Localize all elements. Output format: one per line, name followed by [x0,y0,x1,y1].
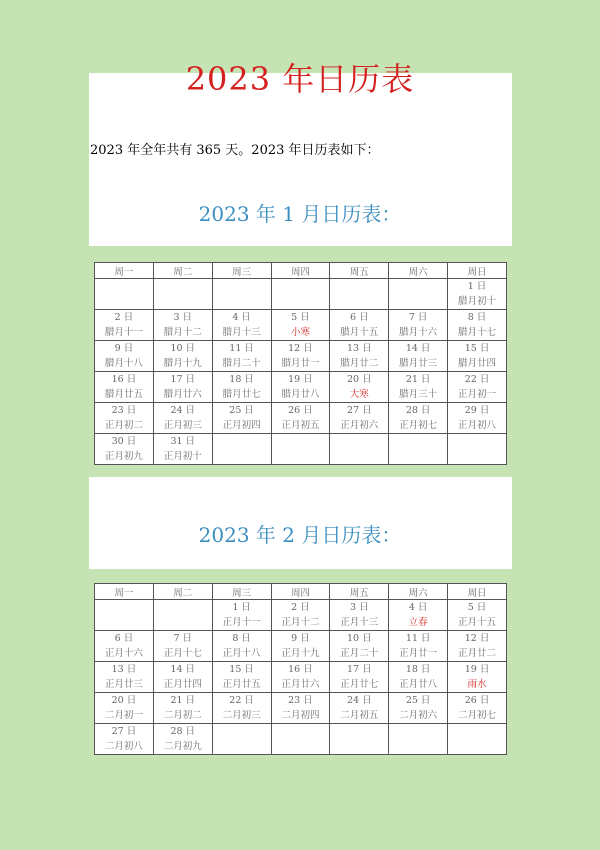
day-cell [153,341,212,372]
day-number: 1 日 [467,281,487,292]
empty-day-cell [95,600,154,631]
weekday-header: 周一 [95,263,154,279]
day-cell [153,631,212,662]
lunar-date: 正月十七 [163,648,202,659]
day-number: 6 日 [350,312,369,323]
lunar-date: 正月廿四 [163,679,202,690]
lunar-date: 二月初七 [458,710,497,721]
lunar-date: 正月十六 [104,648,143,659]
day-number: 27 日 [111,726,137,737]
day-cell [389,600,448,631]
weekday-header: 周四 [271,584,330,600]
week-row [95,724,507,755]
weekday-header: 周三 [212,584,271,600]
lunar-date: 正月初六 [340,420,379,431]
day-cell [212,403,271,434]
solar-term-label: 小寒 [290,327,310,338]
calendar-table-february [94,583,507,755]
empty-day-cell [212,279,271,310]
day-cell [271,693,330,724]
lunar-date: 腊月廿二 [340,358,379,369]
week-row [95,403,507,434]
lunar-date: 二月初六 [399,710,438,721]
empty-day-cell [212,724,271,755]
day-number: 30 日 [111,436,137,447]
weekday-header: 周六 [389,263,448,279]
day-number: 22 日 [229,695,254,706]
day-cell [212,693,271,724]
day-cell [389,693,448,724]
day-cell [153,372,212,403]
day-cell [212,372,271,403]
day-cell [389,310,448,341]
lunar-date: 腊月十五 [340,327,379,338]
lunar-date: 腊月三十 [399,389,438,400]
weekday-header: 周一 [95,584,154,600]
lunar-date: 腊月廿五 [104,389,143,400]
day-number: 17 日 [170,374,196,385]
lunar-date: 正月初四 [222,420,261,431]
day-number: 28 日 [170,726,196,737]
lunar-date: 腊月二十 [222,358,261,369]
calendar-table-january [94,262,507,465]
weekday-header: 周日 [448,584,507,600]
lunar-date: 腊月廿七 [222,389,261,400]
day-number: 12 日 [288,343,313,354]
weekday-header: 周日 [448,263,507,279]
lunar-date: 正月廿二 [458,648,497,659]
day-cell [330,341,389,372]
lunar-date: 正月十三 [340,617,379,628]
day-cell [212,600,271,631]
empty-day-cell [389,434,448,465]
day-number: 7 日 [173,633,193,644]
lunar-date: 二月初四 [281,710,320,721]
day-cell [330,403,389,434]
day-cell [95,310,154,341]
day-cell [448,631,507,662]
day-number: 28 日 [405,405,431,416]
day-number: 13 日 [346,343,372,354]
page-title: 2023 年日历表 [185,60,415,98]
lunar-date: 正月初一 [458,389,497,400]
empty-day-cell [271,279,330,310]
day-number: 17 日 [346,664,372,675]
solar-term-label: 大寒 [349,389,369,400]
lunar-date: 正月廿一 [399,648,438,659]
day-number: 6 日 [114,633,134,644]
empty-day-cell [153,279,212,310]
day-cell [389,662,448,693]
empty-day-cell [448,724,507,755]
day-cell [330,631,389,662]
empty-day-cell [271,724,330,755]
day-number: 2 日 [114,312,134,323]
day-number: 3 日 [350,602,369,613]
day-number: 22 日 [464,374,490,385]
lunar-date: 腊月十一 [104,327,143,338]
weekday-header-row [95,584,507,600]
day-cell [153,434,212,465]
day-number: 19 日 [464,664,490,675]
weekday-header: 周六 [389,584,448,600]
day-cell [448,693,507,724]
day-cell [153,724,212,755]
week-row [95,693,507,724]
day-cell [95,631,154,662]
empty-day-cell [330,434,389,465]
day-number: 26 日 [288,405,313,416]
day-cell [389,631,448,662]
lunar-date: 正月十五 [458,617,497,628]
day-number: 11 日 [405,633,431,644]
day-cell [212,310,271,341]
week-row [95,372,507,403]
lunar-date: 腊月廿四 [458,358,497,369]
weekday-header-row [95,263,507,279]
empty-day-cell [389,279,448,310]
day-cell [95,724,154,755]
day-cell [153,662,212,693]
day-number: 9 日 [114,343,134,354]
weekday-header: 周四 [271,263,330,279]
day-number: 23 日 [111,405,137,416]
weekday-header: 周五 [330,263,389,279]
lunar-date: 正月初十 [163,451,202,462]
day-cell [271,403,330,434]
empty-day-cell [212,434,271,465]
empty-day-cell [448,434,507,465]
day-number: 10 日 [170,343,196,354]
day-number: 4 日 [408,602,428,613]
day-number: 14 日 [405,343,431,354]
day-cell [95,403,154,434]
lunar-date: 腊月十二 [163,327,202,338]
day-cell [271,600,330,631]
month-heading-january: 2023 年 1 月日历表： [198,202,402,226]
lunar-date: 二月初九 [163,741,202,752]
day-number: 29 日 [464,405,490,416]
lunar-date: 正月廿五 [222,679,261,690]
day-number: 8 日 [232,633,251,644]
day-number: 31 日 [170,436,196,447]
empty-day-cell [153,600,212,631]
day-number: 2 日 [291,602,310,613]
week-row [95,662,507,693]
lunar-date: 正月初九 [104,451,143,462]
weekday-header: 周二 [153,584,212,600]
day-cell [448,310,507,341]
lunar-date: 正月十八 [222,648,261,659]
day-cell [271,372,330,403]
day-cell [95,434,154,465]
day-number: 7 日 [408,312,428,323]
lunar-date: 正月初二 [104,420,143,431]
lunar-date: 正月十一 [222,617,261,628]
day-cell [448,600,507,631]
day-number: 5 日 [467,602,487,613]
day-number: 24 日 [346,695,372,706]
weekday-header: 周二 [153,263,212,279]
day-number: 21 日 [170,695,196,706]
day-number: 15 日 [229,664,254,675]
day-number: 18 日 [405,664,431,675]
lunar-date: 二月初一 [104,710,143,721]
week-row [95,600,507,631]
day-cell [330,600,389,631]
day-cell [389,341,448,372]
day-number: 12 日 [464,633,490,644]
lunar-date: 二月初五 [340,710,379,721]
week-row [95,310,507,341]
week-row [95,279,507,310]
lunar-date: 正月初八 [458,420,497,431]
day-cell [389,403,448,434]
day-cell [212,631,271,662]
intro-text: 2023 年全年共有 365 天。2023 年日历表如下： [90,143,380,158]
empty-day-cell [330,279,389,310]
week-row [95,341,507,372]
day-cell [448,662,507,693]
lunar-date: 腊月初十 [458,296,497,307]
day-cell [153,310,212,341]
day-number: 1 日 [232,602,251,613]
day-cell [448,279,507,310]
week-row [95,434,507,465]
empty-day-cell [389,724,448,755]
day-number: 16 日 [111,374,137,385]
day-number: 25 日 [405,695,431,706]
weekday-header: 周五 [330,584,389,600]
lunar-date: 正月廿三 [104,679,143,690]
day-number: 20 日 [111,695,137,706]
day-number: 8 日 [467,312,487,323]
day-cell [271,631,330,662]
day-number: 19 日 [288,374,313,385]
day-cell [95,341,154,372]
day-number: 13 日 [111,664,137,675]
solar-term-label: 雨水 [467,679,487,690]
day-number: 27 日 [346,405,372,416]
day-number: 25 日 [229,405,254,416]
lunar-date: 二月初八 [104,741,143,752]
day-cell [212,341,271,372]
day-cell [95,693,154,724]
day-number: 11 日 [229,343,254,354]
day-number: 14 日 [170,664,196,675]
day-number: 5 日 [291,312,310,323]
lunar-date: 正月廿六 [281,679,320,690]
day-cell [330,372,389,403]
lunar-date: 腊月廿一 [281,358,320,369]
lunar-date: 正月二十 [340,648,379,659]
day-cell [330,662,389,693]
lunar-date: 二月初二 [163,710,202,721]
empty-day-cell [330,724,389,755]
lunar-date: 正月初七 [399,420,438,431]
lunar-date: 正月廿八 [399,679,438,690]
day-number: 3 日 [173,312,193,323]
lunar-date: 腊月十三 [222,327,261,338]
lunar-date: 正月廿七 [340,679,379,690]
lunar-date: 腊月十八 [104,358,143,369]
day-cell [153,693,212,724]
day-number: 23 日 [288,695,313,706]
lunar-date: 正月初五 [281,420,320,431]
day-number: 9 日 [291,633,310,644]
lunar-date: 腊月十六 [399,327,438,338]
day-cell [448,372,507,403]
day-cell [389,372,448,403]
day-cell [153,403,212,434]
week-row [95,631,507,662]
empty-day-cell [95,279,154,310]
day-cell [271,310,330,341]
empty-day-cell [271,434,330,465]
day-number: 10 日 [346,633,372,644]
day-cell [95,372,154,403]
lunar-date: 正月初三 [163,420,202,431]
day-cell [448,341,507,372]
day-number: 20 日 [346,374,372,385]
lunar-date: 腊月十九 [163,358,202,369]
lunar-date: 正月十二 [281,617,320,628]
lunar-date: 正月十九 [281,648,320,659]
day-cell [330,310,389,341]
day-number: 26 日 [464,695,490,706]
day-cell [212,662,271,693]
day-cell [330,693,389,724]
day-number: 21 日 [405,374,431,385]
month-heading-february: 2023 年 2 月日历表： [198,523,402,547]
lunar-date: 腊月十七 [458,327,497,338]
day-number: 4 日 [232,312,251,323]
day-cell [271,341,330,372]
weekday-header: 周三 [212,263,271,279]
solar-term-label: 立春 [408,617,428,628]
day-cell [271,662,330,693]
day-number: 15 日 [464,343,490,354]
day-number: 16 日 [288,664,313,675]
day-number: 24 日 [170,405,196,416]
lunar-date: 腊月廿三 [399,358,438,369]
lunar-date: 腊月廿八 [281,389,320,400]
lunar-date: 二月初三 [222,710,261,721]
day-number: 18 日 [229,374,254,385]
day-cell [95,662,154,693]
lunar-date: 腊月廿六 [163,389,202,400]
day-cell [448,403,507,434]
